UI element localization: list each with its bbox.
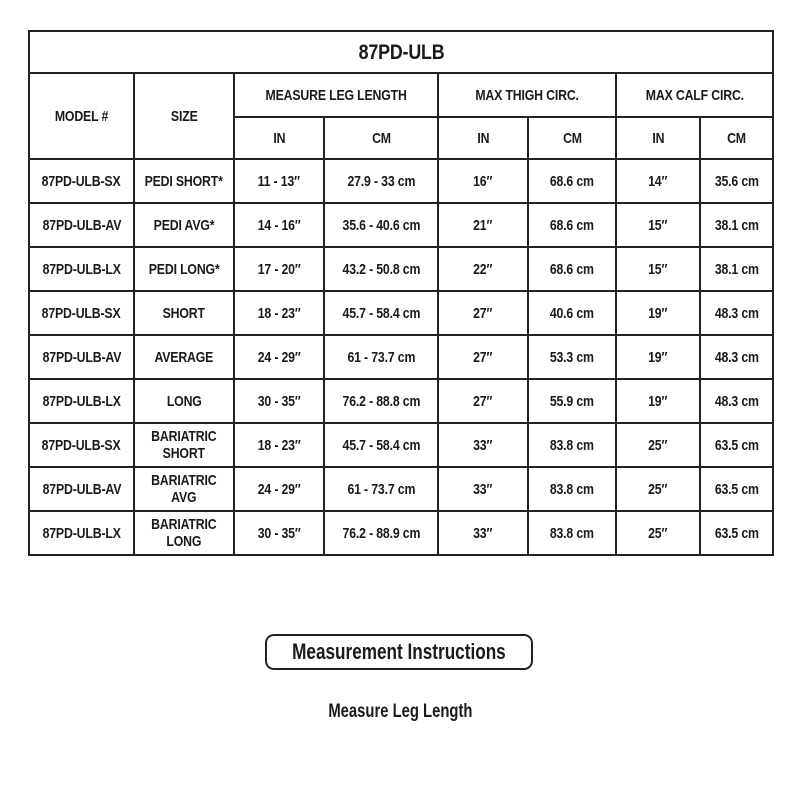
cell-leg-in: 14 - 16″ — [234, 203, 324, 247]
cell-thigh-in: 22″ — [438, 247, 528, 291]
unit-header-calf-cm: CM — [700, 117, 773, 159]
cell-leg-cm: 45.7 - 58.4 cm — [324, 423, 438, 467]
cell-thigh-in: 33″ — [438, 423, 528, 467]
cell-calf-cm: 48.3 cm — [700, 335, 773, 379]
table-row — [29, 379, 773, 423]
measurement-instructions-label: Measurement Instructions — [292, 639, 506, 664]
cell-thigh-cm: 40.6 cm — [528, 291, 616, 335]
cell-leg-in: 24 - 29″ — [234, 335, 324, 379]
cell-leg-in: 30 - 35″ — [234, 379, 324, 423]
unit-header-thigh-cm: CM — [528, 117, 616, 159]
table-title: 87PD-ULB — [29, 31, 773, 73]
cell-model: 87PD-ULB-SX — [29, 423, 134, 467]
cell-thigh-in: 21″ — [438, 203, 528, 247]
cell-size: BARIATRIC LONG — [134, 511, 234, 555]
header-leg-length: MEASURE LEG LENGTH — [234, 73, 438, 117]
cell-thigh-cm: 68.6 cm — [528, 203, 616, 247]
cell-thigh-cm: 68.6 cm — [528, 247, 616, 291]
cell-calf-cm: 48.3 cm — [700, 291, 773, 335]
cell-calf-in: 19″ — [616, 291, 700, 335]
cell-calf-cm: 63.5 cm — [700, 467, 773, 511]
measure-leg-length-heading: Measure Leg Length — [327, 701, 473, 722]
cell-calf-in: 14″ — [616, 159, 700, 203]
cell-size: SHORT — [134, 291, 234, 335]
header-size: SIZE — [134, 73, 234, 159]
cell-leg-in: 18 - 23″ — [234, 423, 324, 467]
unit-header-thigh-in: IN — [438, 117, 528, 159]
cell-size: PEDI AVG* — [134, 203, 234, 247]
cell-thigh-in: 33″ — [438, 511, 528, 555]
cell-leg-in: 17 - 20″ — [234, 247, 324, 291]
cell-calf-cm: 48.3 cm — [700, 379, 773, 423]
cell-calf-in: 15″ — [616, 203, 700, 247]
cell-size: AVERAGE — [134, 335, 234, 379]
size-chart-table — [28, 30, 774, 556]
cell-model: 87PD-ULB-AV — [29, 467, 134, 511]
cell-leg-in: 30 - 35″ — [234, 511, 324, 555]
cell-thigh-cm: 83.8 cm — [528, 511, 616, 555]
cell-model: 87PD-ULB-AV — [29, 335, 134, 379]
cell-calf-in: 19″ — [616, 335, 700, 379]
cell-calf-in: 25″ — [616, 511, 700, 555]
cell-size: PEDI LONG* — [134, 247, 234, 291]
unit-header-calf-in: IN — [616, 117, 700, 159]
cell-thigh-cm: 55.9 cm — [528, 379, 616, 423]
cell-leg-cm: 35.6 - 40.6 cm — [324, 203, 438, 247]
cell-calf-in: 25″ — [616, 467, 700, 511]
header-calf-circ: MAX CALF CIRC. — [616, 73, 773, 117]
cell-leg-in: 11 - 13″ — [234, 159, 324, 203]
cell-size: LONG — [134, 379, 234, 423]
cell-leg-cm: 76.2 - 88.9 cm — [324, 511, 438, 555]
cell-leg-cm: 27.9 - 33 cm — [324, 159, 438, 203]
measurement-instructions-button[interactable] — [265, 634, 533, 670]
cell-model: 87PD-ULB-LX — [29, 511, 134, 555]
cell-calf-cm: 38.1 cm — [700, 247, 773, 291]
cell-leg-cm: 61 - 73.7 cm — [324, 467, 438, 511]
cell-size: PEDI SHORT* — [134, 159, 234, 203]
cell-thigh-in: 27″ — [438, 291, 528, 335]
cell-calf-cm: 63.5 cm — [700, 423, 773, 467]
cell-thigh-cm: 68.6 cm — [528, 159, 616, 203]
cell-thigh-cm: 83.8 cm — [528, 423, 616, 467]
table-row — [29, 423, 773, 467]
table-row — [29, 203, 773, 247]
cell-calf-cm: 35.6 cm — [700, 159, 773, 203]
cell-leg-cm: 61 - 73.7 cm — [324, 335, 438, 379]
cell-thigh-in: 27″ — [438, 379, 528, 423]
cell-model: 87PD-ULB-SX — [29, 159, 134, 203]
cell-thigh-in: 27″ — [438, 335, 528, 379]
cell-thigh-in: 16″ — [438, 159, 528, 203]
cell-model: 87PD-ULB-SX — [29, 291, 134, 335]
table-row — [29, 511, 773, 555]
cell-size: BARIATRIC SHORT — [134, 423, 234, 467]
cell-thigh-cm: 83.8 cm — [528, 467, 616, 511]
cell-calf-cm: 63.5 cm — [700, 511, 773, 555]
table-row — [29, 247, 773, 291]
cell-calf-in: 15″ — [616, 247, 700, 291]
cell-leg-in: 24 - 29″ — [234, 467, 324, 511]
size-chart-container — [28, 30, 772, 556]
cell-leg-cm: 76.2 - 88.8 cm — [324, 379, 438, 423]
cell-calf-in: 25″ — [616, 423, 700, 467]
cell-model: 87PD-ULB-LX — [29, 247, 134, 291]
cell-leg-in: 18 - 23″ — [234, 291, 324, 335]
cell-calf-in: 19″ — [616, 379, 700, 423]
table-row — [29, 159, 773, 203]
table-row — [29, 291, 773, 335]
unit-header-leg-in: IN — [234, 117, 324, 159]
table-row — [29, 335, 773, 379]
header-model: MODEL # — [29, 73, 134, 159]
cell-size: BARIATRIC AVG — [134, 467, 234, 511]
cell-thigh-in: 33″ — [438, 467, 528, 511]
cell-leg-cm: 43.2 - 50.8 cm — [324, 247, 438, 291]
cell-thigh-cm: 53.3 cm — [528, 335, 616, 379]
cell-leg-cm: 45.7 - 58.4 cm — [324, 291, 438, 335]
cell-model: 87PD-ULB-AV — [29, 203, 134, 247]
header-thigh-circ: MAX THIGH CIRC. — [438, 73, 616, 117]
cell-calf-cm: 38.1 cm — [700, 203, 773, 247]
cell-model: 87PD-ULB-LX — [29, 379, 134, 423]
table-row — [29, 467, 773, 511]
unit-header-leg-cm: CM — [324, 117, 438, 159]
